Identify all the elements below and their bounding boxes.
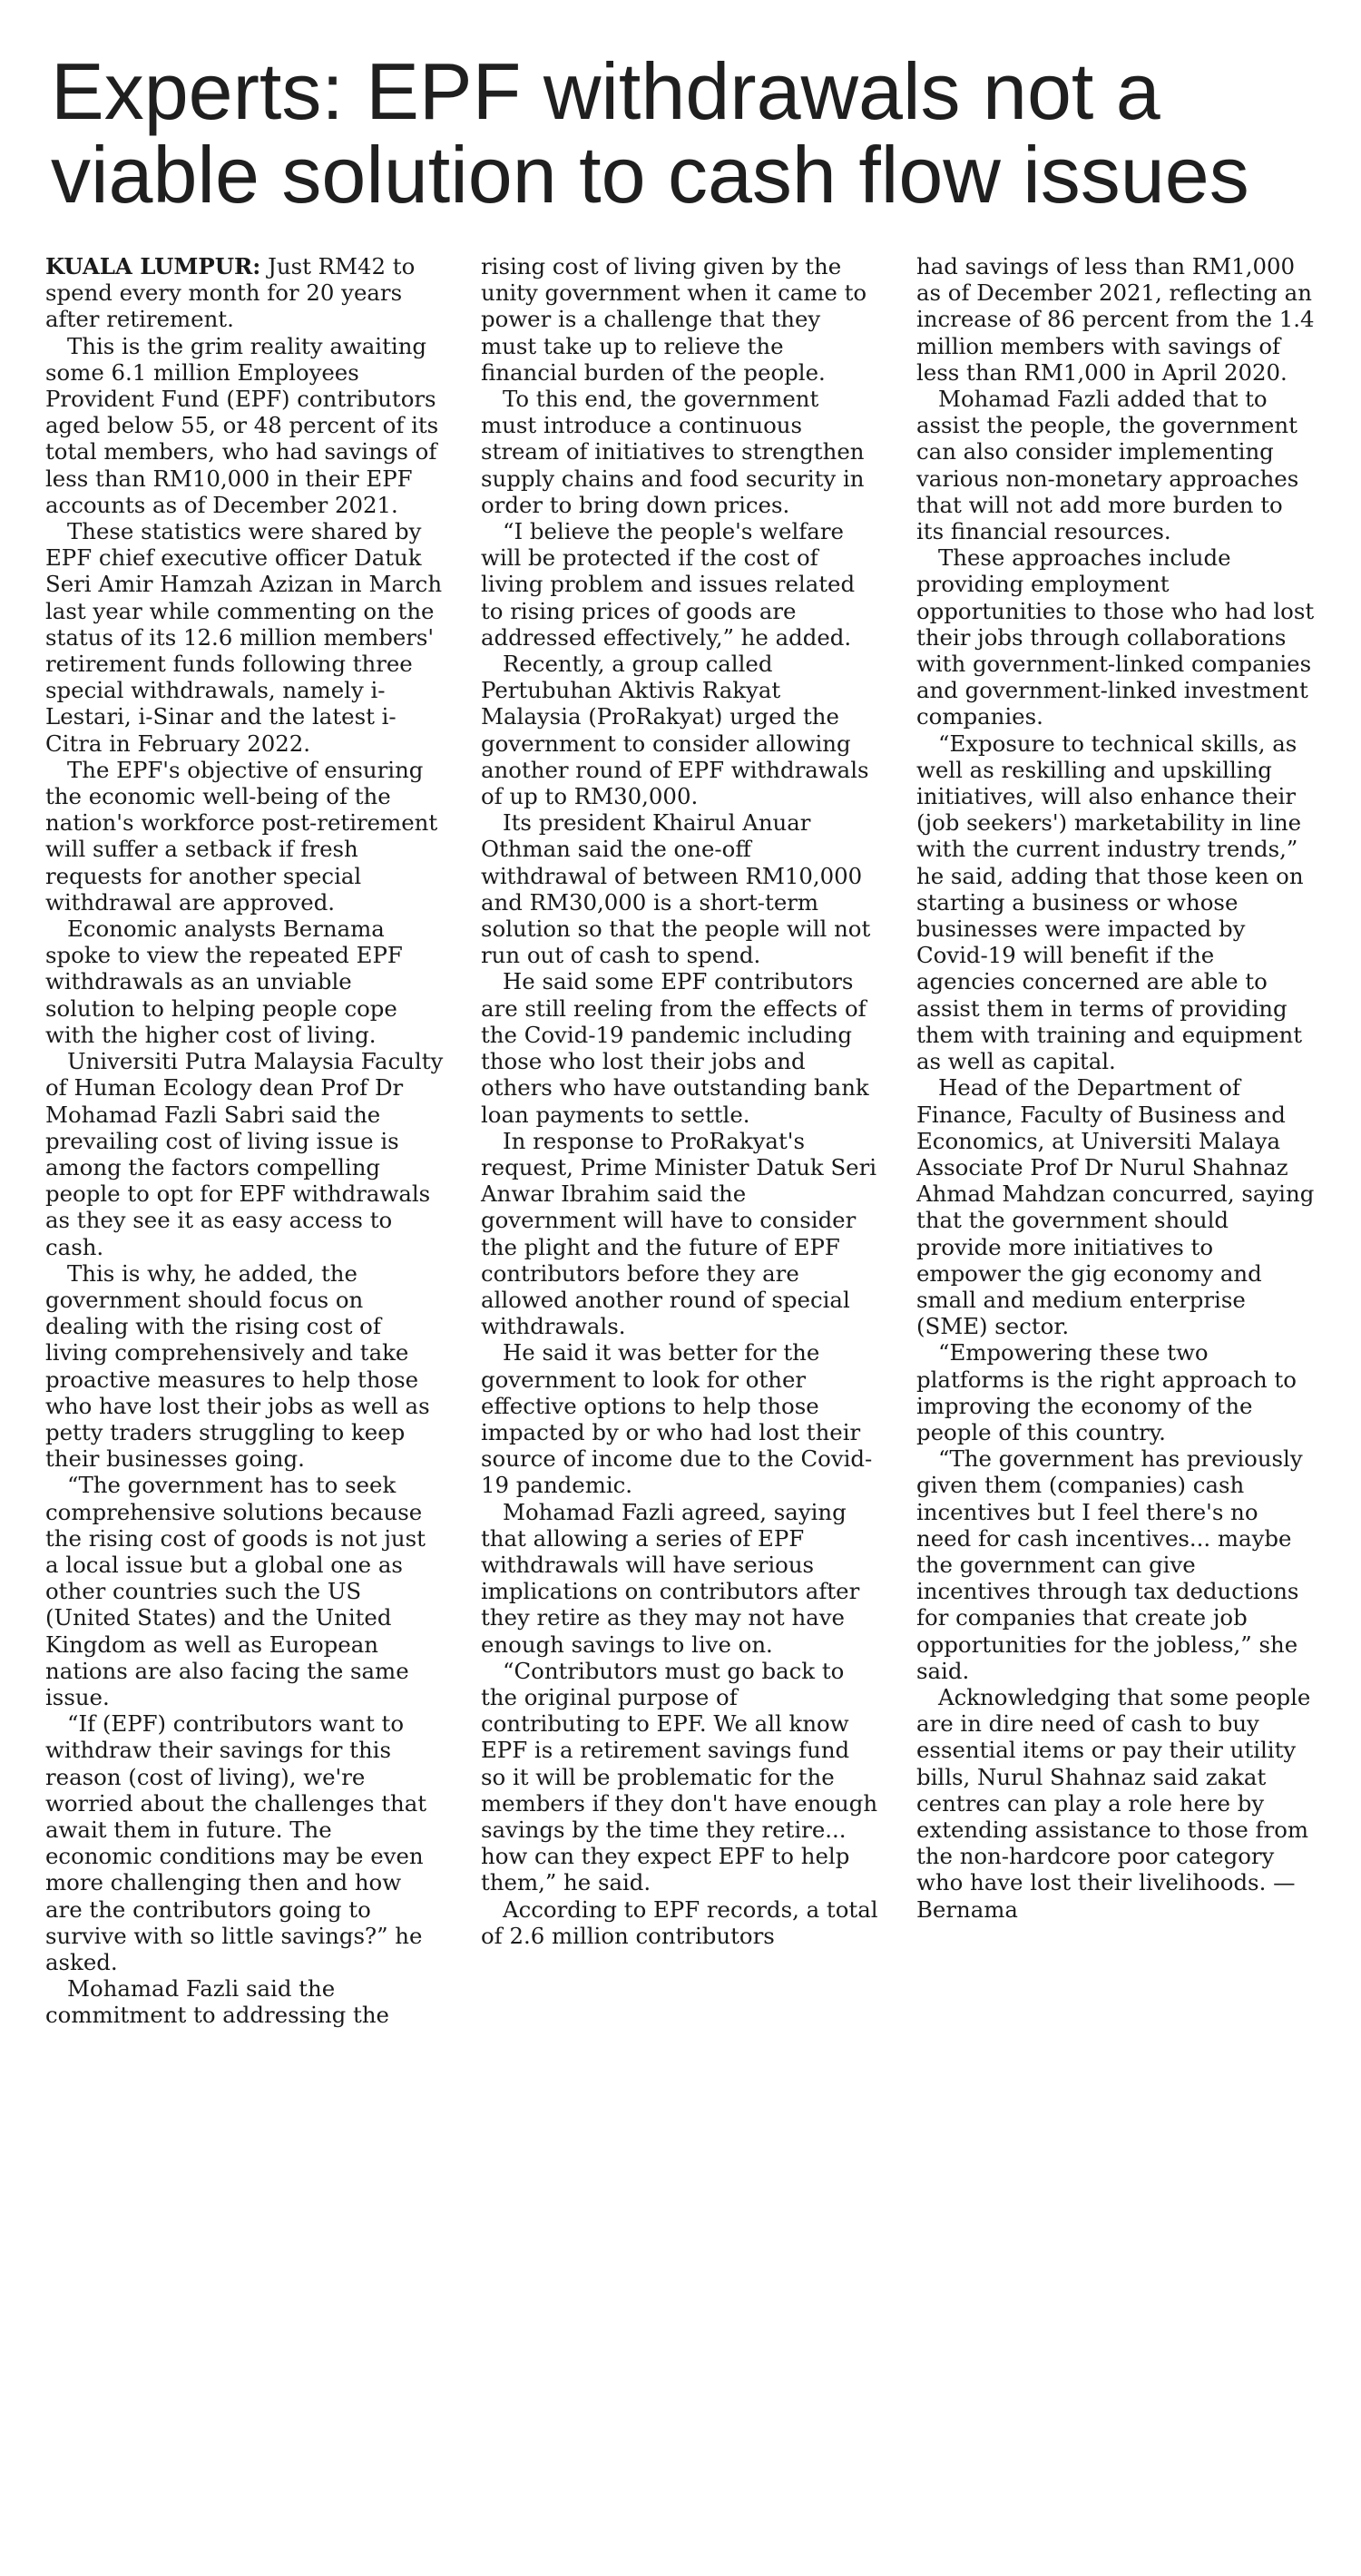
article-body (45, 253, 1316, 2576)
paragraph: Mohamad Fazli added that to assist the people, the government can also consider implementing various non-monetary approaches that will not add more burden to its financial resources. (916, 386, 1299, 545)
paragraph-continued: had savings of less than RM1,000 as of December 2021, reflecting an increase of 86 percent from the 1.4 million members with savings of less than RM1,000 in April 2020. (916, 253, 1315, 386)
dateline: KUALA LUMPUR: (45, 253, 261, 279)
paragraph: Economic analysts Bernama spoke to view the repeated EPF withdrawals as an unviable solution to helping people cope with the higher cost of living. (45, 916, 403, 1048)
paragraph: According to EPF records, a total of 2.6 million contributors (481, 1895, 878, 1949)
paragraph: The EPF's objective of ensuring the economic well-being of the nation's workforce post-retirement will suffer a setback if fresh requests for another special withdrawal are approved. (45, 756, 438, 916)
paragraph: “Empowering these two platforms is the right approach to improving the economy of the people of this country. (916, 1339, 1297, 1445)
paragraph: Its president Khairul Anuar Othman said the one-off withdrawal of between RM10,000 and RM30,000 is a short-term solution so that the people will not run out of cash to spend. (481, 809, 871, 969)
column-2 (481, 253, 880, 2576)
paragraph: “If (EPF) contributors want to withdraw their savings for this reason (cost of living), we're worried about the challenges that await them in future. The economic conditions may be even more challenging then and how are the contributors going to survive with so little savings?” he asked. (45, 1710, 427, 1975)
paragraph: In response to ProRakyat's request, Prime Minister Datuk Seri Anwar Ibrahim said the government will have to consider the plight and the future of EPF contributors before they are allowed another round of special withdrawals. (481, 1127, 877, 1340)
paragraph: “The government has previously given them (companies) cash incentives but I feel there's no need for cash incentives... maybe the government can give incentives through tax deductions for companies that create job opportunities for the jobless,” she said. (916, 1445, 1303, 1684)
paragraph: This is the grim reality awaiting some 6.1 million Employees Provident Fund (EPF) contributors aged below 55, or 48 percent of its total members, who had savings of less than RM10,000 in their EPF accounts as of December 2021. (45, 332, 439, 518)
column-1 (45, 253, 445, 2576)
column-3 (916, 253, 1316, 2576)
paragraph: Head of the Department of Finance, Faculty of Business and Economics, at Universiti Malaya Associate Prof Dr Nurul Shahnaz Ahmad Mahdzan concurred, saying that the government should provide more initiatives to empower the gig economy and small and medium enterprise (SME) sector. (916, 1074, 1315, 1340)
paragraph: “I believe the people's welfare will be protected if the cost of living problem and issues related to rising prices of goods are addressed effectively,” he added. (481, 518, 856, 651)
paragraph: “Contributors must go back to the original purpose of contributing to EPF. We all know EPF is a retirement savings fund so it will be problematic for the members if they don't have enough savings by the time they retire... how can they expect EPF to help them,” he said. (481, 1657, 878, 1896)
paragraph: This is why, he added, the government should focus on dealing with the rising cost of living comprehensively and take proactive measures to help those who have lost their jobs as well as petty traders struggling to keep their businesses going. (45, 1259, 430, 1473)
paragraph: Universiti Putra Malaysia Faculty of Human Ecology dean Prof Dr Mohamad Fazli Sabri said the prevailing cost of living issue is among the factors compelling people to opt for EPF withdrawals as they see it as easy access to cash. (45, 1048, 444, 1260)
paragraph: Recently, a group called Pertubuhan Aktivis Rakyat Malaysia (ProRakyat) urged the government to consider allowing another round of EPF withdrawals of up to RM30,000. (481, 651, 869, 810)
paragraph: Mohamad Fazli said the commitment to addressing the (45, 1975, 389, 2029)
paragraph: He said some EPF contributors are still reeling from the effects of the Covid-19 pandemic including those who lost their jobs and others who have outstanding bank loan payments to settle. (481, 968, 869, 1128)
lead-paragraph (45, 253, 445, 333)
article-headline: Experts: EPF withdrawals not a viable solution to cash flow issues (51, 46, 1249, 220)
paragraph: “Exposure to technical skills, as well as reskilling and upskilling initiatives, will also enhance their (job seekers') marketability in line with the current industry trends,” he said, adding that those keen on starting a business or whose businesses were impacted by Covid-19 will benefit if the agencies concerned are able to assist them in terms of providing them with training and equipment as well as capital. (916, 730, 1304, 1075)
lead-text: Just RM42 to spend every month for 20 years after retirement. (45, 253, 416, 333)
paragraph: Mohamad Fazli agreed, saying that allowing a series of EPF withdrawals will have serious implications on contributors after they retire as they may not have enough savings to live on. (481, 1498, 860, 1658)
paragraph: These statistics were shared by EPF chief executive officer Datuk Seri Amir Hamzah Azizan in March last year while commenting on the status of its 12.6 million members' retirement funds following three special withdrawals, namely i-Lestari, i-Sinar and the latest i-Citra in February 2022. (45, 518, 443, 757)
paragraph: These approaches include providing employment opportunities to those who had lost their jobs through collaborations with government-linked companies and government-linked investment companies. (916, 544, 1315, 730)
paragraph: “The government has to seek comprehensive solutions because the rising cost of goods is not just a local issue but a global one as other countries such the US (United States) and the United Kingdom as well as European nations are also facing the same issue. (45, 1472, 426, 1710)
paragraph: Acknowledging that some people are in dire need of cash to buy essential items or pay their utility bills, Nurul Shahnaz said zakat centres can play a role here by extending assistance to those from the non-hardcore poor category who have lost their livelihoods. — Bernama (916, 1683, 1311, 1923)
paragraph: He said it was better for the government to look for other effective options to help those impacted by or who had lost their source of income due to the Covid-19 pandemic. (481, 1339, 873, 1499)
paragraph: To this end, the government must introduce a continuous stream of initiatives to strengthen supply chains and food security in order to bring down prices. (481, 386, 865, 518)
paragraph-continued: rising cost of living given by the unity government when it came to power is a challenge that they must take up to relieve the financial burden of the people. (481, 253, 867, 386)
